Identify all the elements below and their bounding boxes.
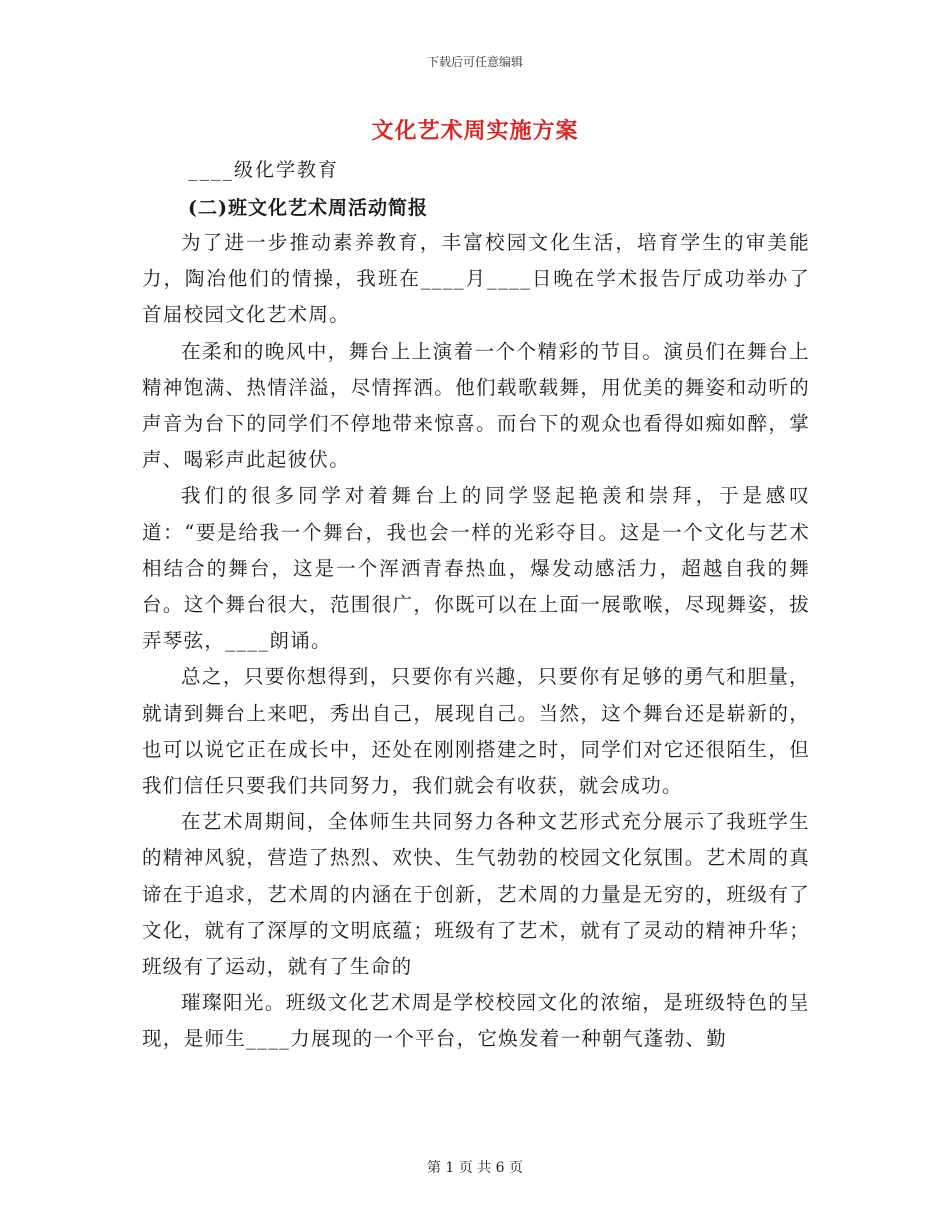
section-heading: (二)班文化艺术周活动简报	[188, 197, 428, 219]
page-footer: 第 1 页 共 6 页	[426, 1160, 524, 1176]
paragraph: 璀璨阳光。班级文化艺术周是学校校园文化的浓缩，是班级特色的呈现，是师生____力展现的一个平台，它焕发着一种朝气蓬勃、勤	[142, 991, 810, 1051]
document-title: 文化艺术周实施方案	[371, 118, 579, 144]
paragraph: 在柔和的晚风中，舞台上上演着一个个精彩的节目。演员们在舞台上精神饱满、热情洋溢，尽情挥洒。他们载歌载舞，用优美的舞姿和动听的声音为台下的同学们不停地带来惊喜。而台下的观众也看得如痴如醉，掌声、喝彩声此起彼伏。	[142, 339, 810, 472]
paragraph: 总之，只要你想得到，只要你有兴趣，只要你有足够的勇气和胆量，就请到舞台上来吧，秀出自己，展现自己。当然，这个舞台还是崭新的，也可以说它正在成长中，还处在刚刚搭建之时，同学们对它还很陌生，但我们信任只要我们共同努力，我们就会有收获，就会成功。	[142, 665, 810, 798]
document-body	[142, 225, 810, 1058]
header-note: 下载后可任意编辑	[426, 55, 523, 69]
class-subline: ____级化学教育	[188, 159, 340, 181]
paragraph: 在艺术周期间，全体师生共同努力各种文艺形式充分展示了我班学生的精神风貌，营造了热烈、欢快、生气勃勃的校园文化氛围。艺术周的真谛在于追求，艺术周的内涵在于创新，艺术周的力量是无穷的，班级有了文化，就有了深厚的文明底蕴；班级有了艺术，就有了灵动的精神升华；班级有了运动，就有了生命的	[142, 810, 810, 979]
paragraph: 我们的很多同学对着舞台上的同学竖起艳羡和崇拜，于是感叹道：“要是给我一个舞台，我也会一样的光彩夺目。这是一个文化与艺术相结合的舞台，这是一个浑洒青春热血，爆发动感活力，超越自我的舞台。这个舞台很大，范围很广，你既可以在上面一展歌喉，尽现舞姿，拔弄琴弦，____朗诵。	[142, 484, 810, 653]
paragraph: 为了进一步推动素养教育，丰富校园文化生活，培育学生的审美能力，陶冶他们的情操，我班在____月____日晚在学术报告厅成功举办了首届校园文化艺术周。	[142, 231, 810, 327]
